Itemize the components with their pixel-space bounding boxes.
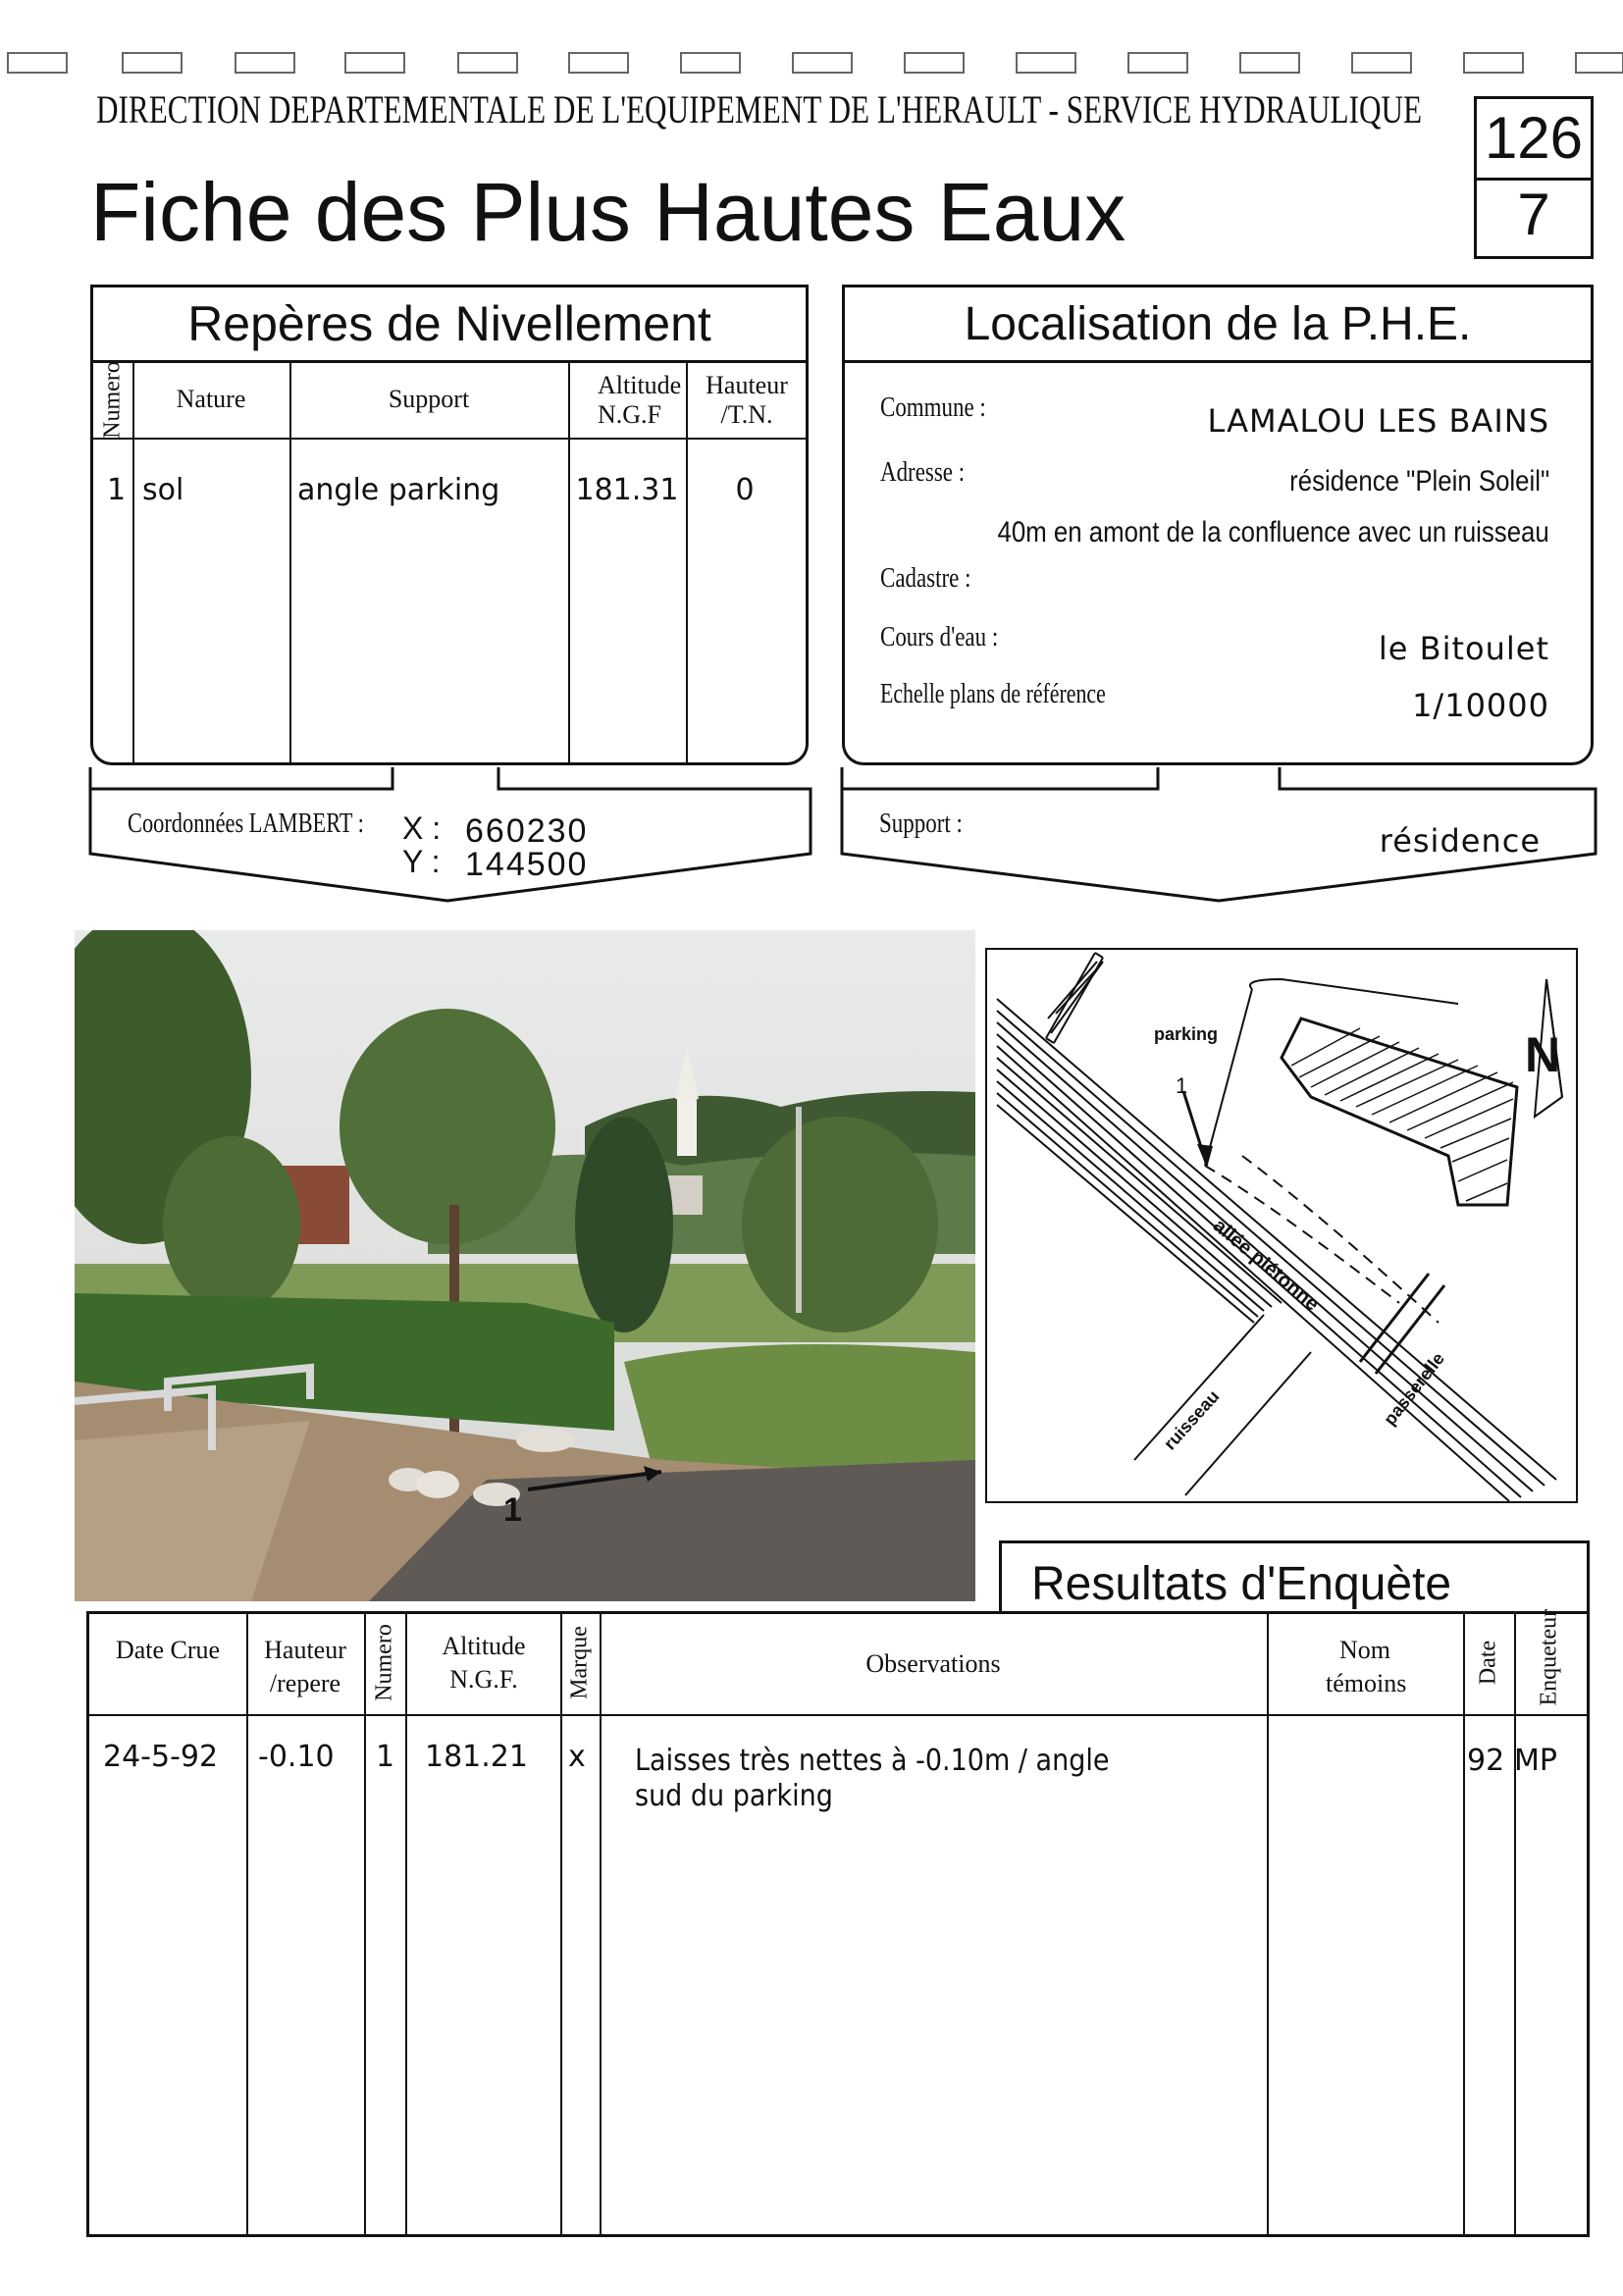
resultats-col-marque: Marque bbox=[566, 1626, 593, 1699]
site-photo-illustration bbox=[75, 930, 975, 1601]
resultats-col-enqueteur: Enqueteur bbox=[1536, 1608, 1562, 1706]
reperes-col-line-3 bbox=[568, 363, 570, 762]
resultats-header-divider bbox=[89, 1714, 1587, 1716]
cours-eau-value: le Bitoulet bbox=[1378, 630, 1549, 667]
coordinate-y-label: Y : bbox=[402, 844, 441, 879]
resultats-row-numero: 1 bbox=[376, 1740, 395, 1774]
resultats-col-date-crue: Date Crue bbox=[115, 1636, 221, 1664]
resultats-row-marque: x bbox=[568, 1740, 586, 1774]
resultats-col-line-4 bbox=[560, 1614, 562, 2234]
reperes-row-numero: 1 bbox=[107, 473, 127, 507]
plan-label-passerelle: passerelle bbox=[1380, 1348, 1448, 1430]
perforation-marks bbox=[0, 47, 1623, 77]
reperes-row-altitude: 181.31 bbox=[575, 473, 679, 507]
resultats-table bbox=[86, 1608, 1590, 2237]
reperes-col-line-2 bbox=[289, 363, 291, 762]
reference-top: 126 bbox=[1484, 105, 1584, 171]
reperes-row-nature: sol bbox=[142, 473, 184, 507]
echelle-value: 1/10000 bbox=[1412, 687, 1549, 724]
site-photo bbox=[75, 930, 975, 1601]
resultats-col-line-1 bbox=[246, 1614, 248, 2234]
resultats-col-observations: Observations bbox=[865, 1649, 1001, 1678]
direction-heading: DIRECTION DEPARTEMENTALE DE L'EQUIPEMENT DE L'HERAULT - SERVICE HYDRAULIQUE bbox=[96, 87, 1423, 131]
reperes-table bbox=[90, 363, 809, 765]
reperes-title: Repères de Nivellement bbox=[187, 296, 711, 351]
reperes-col-line-4 bbox=[686, 363, 688, 762]
site-plan-drawing bbox=[987, 950, 1576, 1501]
coordinate-x-value: 660230 bbox=[465, 812, 589, 850]
resultats-row-enqueteur: MP bbox=[1514, 1744, 1557, 1778]
resultats-row-altitude: 181.21 bbox=[425, 1740, 528, 1774]
commune-value: LAMALOU LES BAINS bbox=[1207, 402, 1549, 440]
resultats-col-line-7 bbox=[1463, 1614, 1465, 2234]
resultats-col-line-6 bbox=[1267, 1614, 1269, 2234]
reference-box bbox=[1474, 96, 1594, 259]
reperes-header-divider bbox=[93, 438, 806, 440]
reperes-title-box bbox=[90, 285, 809, 363]
reperes-col-line-1 bbox=[132, 363, 134, 762]
resultats-col-line-3 bbox=[405, 1614, 407, 2234]
resultats-col-altitude: Altitude N.G.F. bbox=[442, 1632, 526, 1694]
north-label: N bbox=[1525, 1027, 1561, 1082]
reference-divider bbox=[1477, 178, 1591, 181]
coordinate-x-label: X : bbox=[402, 810, 442, 846]
resultats-row-date-crue: 24-5-92 bbox=[103, 1740, 219, 1774]
reperes-col-numero: Numero bbox=[99, 361, 126, 439]
cours-eau-label: Cours d'eau : bbox=[880, 622, 999, 652]
support-value: résidence bbox=[1379, 822, 1541, 860]
reference-bottom: 7 bbox=[1517, 182, 1550, 247]
adresse-label: Adresse : bbox=[880, 457, 966, 488]
resultats-col-hauteur: Hauteur /repere bbox=[264, 1636, 346, 1697]
page-title: Fiche des Plus Hautes Eaux bbox=[90, 166, 1126, 258]
coordinates-label: Coordonnées LAMBERT : bbox=[128, 809, 364, 839]
adresse-note: 40m en amont de la confluence avec un ruisseau bbox=[997, 516, 1549, 548]
localisation-title-box bbox=[842, 285, 1594, 363]
resultats-col-line-8 bbox=[1514, 1614, 1516, 2234]
localisation-panel bbox=[842, 363, 1594, 765]
resultats-col-date: Date bbox=[1475, 1640, 1501, 1686]
resultats-row-date: 92 bbox=[1467, 1744, 1505, 1778]
plan-label-parking: parking bbox=[1154, 1024, 1219, 1044]
resultats-title-box bbox=[999, 1540, 1590, 1613]
reperes-row-hauteur: 0 bbox=[735, 473, 755, 507]
resultats-col-nom-temoins: Nom témoins bbox=[1326, 1636, 1407, 1697]
resultats-row-hauteur: -0.10 bbox=[258, 1740, 335, 1774]
reperes-row-support: angle parking bbox=[297, 473, 500, 507]
photo-marker-label: 1 bbox=[503, 1491, 522, 1529]
reperes-col-nature: Nature bbox=[176, 385, 246, 413]
resultats-title: Resultats d'Enquète bbox=[1031, 1558, 1452, 1610]
perforation-strip bbox=[0, 47, 1623, 77]
resultats-col-line-2 bbox=[364, 1614, 366, 2234]
localisation-title: Localisation de la P.H.E. bbox=[964, 298, 1472, 350]
plan-label-allee: allée piétonne bbox=[1208, 1215, 1324, 1316]
support-label: Support : bbox=[879, 809, 963, 839]
plan-label-ruisseau: ruisseau bbox=[1160, 1385, 1224, 1454]
resultats-col-numero: Numero bbox=[371, 1624, 397, 1701]
reperes-col-altitude: Altitude N.G.F bbox=[598, 371, 682, 429]
resultats-col-line-5 bbox=[600, 1614, 602, 2234]
site-plan bbox=[985, 948, 1578, 1503]
reperes-col-support: Support bbox=[388, 385, 470, 413]
resultats-row-observations-line1: Laisses très nettes à -0.10m / angle bbox=[635, 1744, 1110, 1778]
coordinate-y-value: 144500 bbox=[465, 846, 589, 883]
resultats-row-observations-line2: sud du parking bbox=[635, 1779, 833, 1813]
echelle-label: Echelle plans de référence bbox=[880, 679, 1106, 709]
reperes-col-hauteur: Hauteur /T.N. bbox=[706, 371, 788, 429]
adresse-value: résidence "Plein Soleil" bbox=[1288, 465, 1549, 497]
plan-marker-label: 1 bbox=[1176, 1073, 1188, 1098]
cadastre-label: Cadastre : bbox=[880, 563, 971, 594]
commune-label: Commune : bbox=[880, 392, 986, 423]
